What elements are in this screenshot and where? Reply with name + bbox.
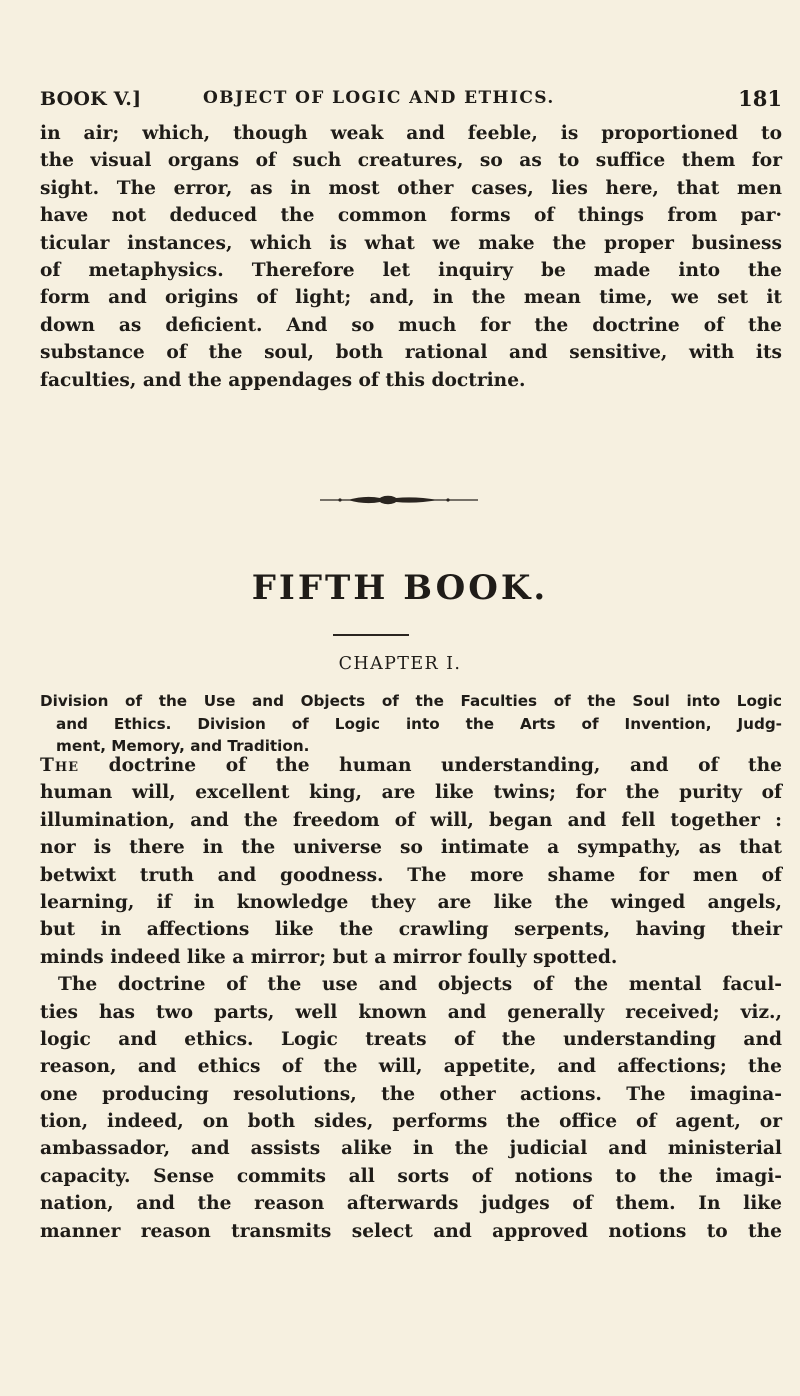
chapter-summary	[40, 690, 782, 758]
text-line: down as deficient. And so much for the doctrine of the	[40, 314, 782, 336]
summary-line: Division of the Use and Objects of the Faculties of the Soul into Logic	[40, 692, 782, 710]
summary-line: and Ethics. Division of Logic into the Arts of Invention, Judg-	[56, 714, 782, 733]
chapter-heading: CHAPTER I.	[338, 654, 462, 674]
text-line: one producing resolutions, the other actions. The imagina-	[40, 1083, 782, 1105]
text-line: have not deduced the common forms of things from par·	[40, 205, 782, 227]
text-line: illumination, and the freedom of will, began and fell together :	[40, 809, 782, 831]
text-line: logic and ethics. Logic treats of the understanding and	[40, 1028, 782, 1050]
text-line: minds indeed like a mirror; but a mirror foully spotted.	[40, 946, 618, 968]
text-line: ties has two parts, well known and generally received; viz.,	[40, 1001, 782, 1023]
running-head-book: BOOK V.]	[40, 88, 142, 110]
text-line: The doctrine of the use and objects of the mental facul-	[58, 974, 782, 996]
text-line: of metaphysics. Therefore let inquiry be made into the	[40, 259, 782, 281]
intro-paragraph	[40, 120, 782, 394]
text-line: tion, indeed, on both sides, performs the office of agent, or	[40, 1111, 782, 1133]
text-line: reason, and ethics of the will, appetite, and affections; the	[40, 1056, 782, 1078]
text-line: form and origins of light; and, in the mean time, we set it	[40, 287, 782, 309]
text-line: but in affections like the crawling serpents, having their	[40, 919, 782, 941]
running-head	[40, 88, 782, 118]
text-line: ambassador, and assists alike in the judicial and ministerial	[40, 1138, 782, 1160]
chapter-text	[40, 752, 782, 1245]
text-line: betwixt truth and goodness. The more shame for men of	[40, 864, 782, 886]
section-ornament	[320, 490, 478, 510]
running-head-title: OBJECT OF LOGIC AND ETHICS.	[203, 88, 555, 108]
text-line: human will, excellent king, are like twins; for the purity of	[40, 782, 782, 804]
text-line: sight. The error, as in most other cases, lies here, that men	[40, 177, 782, 199]
text-line: ticular instances, which is what we make the proper business	[40, 232, 782, 254]
title-rule	[333, 634, 409, 636]
page-number: 181	[738, 86, 782, 111]
opening-word: The	[40, 755, 80, 776]
text-line: capacity. Sense commits all sorts of notions to the imagi-	[40, 1165, 782, 1187]
text-line: the visual organs of such creatures, so as to suffice them for	[40, 150, 782, 172]
text-line: in air; which, though weak and feeble, is proportioned to	[40, 123, 782, 144]
book-title: FIFTH BOOK.	[251, 568, 549, 608]
text-line: nor is there in the universe so intimate a sympathy, as that	[40, 837, 782, 859]
text-line: substance of the soul, both rational and sensitive, with its	[40, 342, 782, 364]
first-line-rest: doctrine of the human understanding, and of the	[108, 755, 782, 776]
text-line: faculties, and the appendages of this doctrine.	[40, 369, 526, 391]
text-line: learning, if in knowledge they are like the winged angels,	[40, 891, 782, 913]
text-line	[40, 752, 782, 779]
text-line: manner reason transmits select and approved notions to the	[40, 1220, 782, 1242]
text-line: nation, and the reason afterwards judges of them. In like	[40, 1193, 782, 1215]
summary-line: ment, Memory, and Tradition.	[56, 737, 310, 755]
